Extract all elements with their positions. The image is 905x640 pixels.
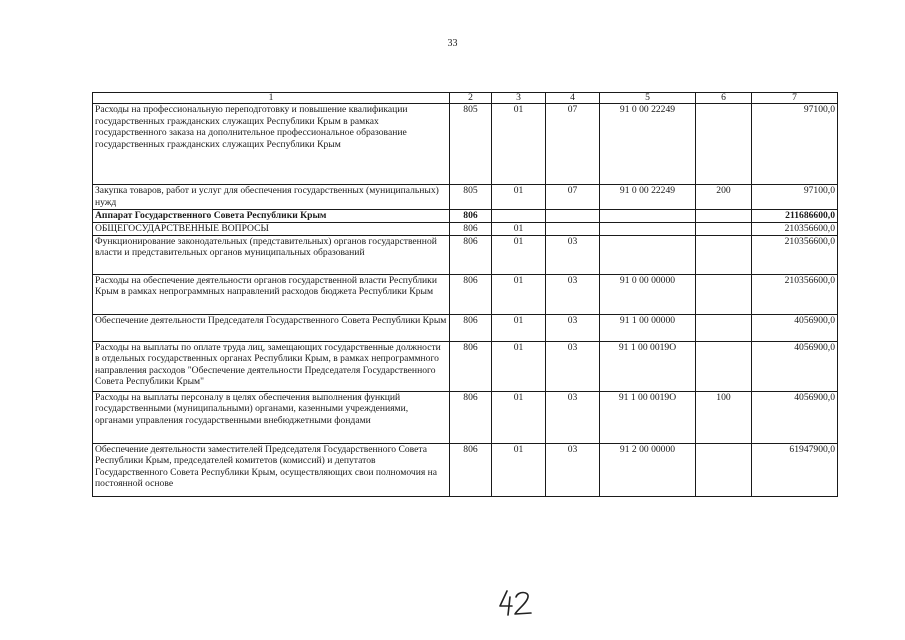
row-amount: 61947900,0 (752, 443, 838, 496)
row-name: Расходы на выплаты персоналу в целях обеспечения выполнения функций государственными (муниципальными) органами, казенными учреждениями, органами управления государственными внебюджетными фондами (93, 391, 450, 443)
row-subsection-code: 03 (546, 443, 600, 496)
row-name: Аппарат Государственного Совета Республики Крым (93, 210, 450, 223)
budget-table (92, 92, 838, 497)
row-name: Расходы на профессиональную переподготовку и повышение квалификации государственных гражданских служащих Республики Крым в рамках государственного заказа на дополнительное профессиональное образование государственных гражданских служащих Республики Крым (93, 104, 450, 185)
row-ministry-code: 805 (450, 104, 492, 185)
row-ministry-code: 806 (450, 222, 492, 235)
row-subsection-code (546, 210, 600, 223)
row-amount: 97100,0 (752, 104, 838, 185)
column-header-2: 2 (450, 93, 492, 104)
row-name: Обеспечение деятельности Председателя Государственного Совета Республики Крым (93, 314, 450, 341)
table-row (93, 185, 838, 210)
row-target-article: 91 0 00 22249 (600, 185, 696, 210)
row-target-article: 91 0 00 00000 (600, 274, 696, 314)
table-body (93, 104, 838, 497)
row-ministry-code: 806 (450, 391, 492, 443)
row-target-article: 91 1 00 00000 (600, 314, 696, 341)
row-section-code: 01 (492, 274, 546, 314)
row-name: Расходы на выплаты по оплате труда лиц, замещающих государственные должности в отдельных государственных органах Республики Крым, в рамках непрограммного направления расходов "Обеспечение деятельности Председателя Государственного Совета Республики Крым" (93, 341, 450, 391)
row-section-code: 01 (492, 185, 546, 210)
row-section-code: 01 (492, 104, 546, 185)
row-ministry-code: 805 (450, 185, 492, 210)
table-row (93, 391, 838, 443)
row-amount: 97100,0 (752, 185, 838, 210)
column-header-3: 3 (492, 93, 546, 104)
table-row (93, 314, 838, 341)
row-ministry-code: 806 (450, 210, 492, 223)
row-amount: 210356600,0 (752, 274, 838, 314)
row-section-code: 01 (492, 222, 546, 235)
row-subsection-code: 03 (546, 391, 600, 443)
table-row (93, 274, 838, 314)
row-amount: 4056900,0 (752, 314, 838, 341)
row-subsection-code: 07 (546, 185, 600, 210)
row-ministry-code: 806 (450, 443, 492, 496)
table-row (93, 222, 838, 235)
row-section-code: 01 (492, 314, 546, 341)
row-target-article (600, 235, 696, 274)
row-subsection-code: 03 (546, 341, 600, 391)
row-expense-type (696, 210, 752, 223)
row-target-article (600, 210, 696, 223)
row-expense-type: 100 (696, 391, 752, 443)
header-row (93, 93, 838, 104)
row-ministry-code: 806 (450, 274, 492, 314)
row-expense-type: 200 (696, 185, 752, 210)
row-expense-type (696, 274, 752, 314)
page-number: 33 (447, 38, 458, 49)
row-expense-type (696, 235, 752, 274)
row-expense-type (696, 104, 752, 185)
handwritten-page-mark (498, 588, 534, 618)
row-name: Расходы на обеспечение деятельности органов государственной власти Республики Крым в рамках непрограммных направлений расходов бюджета Республики Крым (93, 274, 450, 314)
row-expense-type (696, 341, 752, 391)
row-target-article: 91 1 00 0019О (600, 391, 696, 443)
row-name: ОБЩЕГОСУДАРСТВЕННЫЕ ВОПРОСЫ (93, 222, 450, 235)
row-name: Обеспечение деятельности заместителей Председателя Государственного Совета Республики Крым, председателей комитетов (комиссий) и депутатов Государственного Совета Республики Крым, осуществляющих свои полномочия на постоянной основе (93, 443, 450, 496)
row-expense-type (696, 222, 752, 235)
table-row (93, 443, 838, 496)
row-subsection-code: 03 (546, 274, 600, 314)
table-row (93, 210, 838, 223)
row-section-code: 01 (492, 443, 546, 496)
row-amount: 4056900,0 (752, 391, 838, 443)
row-expense-type (696, 314, 752, 341)
row-target-article: 91 1 00 0019О (600, 341, 696, 391)
row-target-article: 91 2 00 00000 (600, 443, 696, 496)
row-ministry-code: 806 (450, 314, 492, 341)
column-header-7: 7 (752, 93, 838, 104)
row-name: Функционирование законодательных (представительных) органов государственной власти и представительных органов муниципальных образований (93, 235, 450, 274)
row-target-article (600, 222, 696, 235)
row-subsection-code: 03 (546, 314, 600, 341)
row-section-code: 01 (492, 235, 546, 274)
table-row (93, 341, 838, 391)
row-section-code: 01 (492, 391, 546, 443)
row-ministry-code: 806 (450, 235, 492, 274)
row-amount: 210356600,0 (752, 222, 838, 235)
column-header-1: 1 (93, 93, 450, 104)
row-subsection-code: 07 (546, 104, 600, 185)
row-subsection-code: 03 (546, 235, 600, 274)
row-section-code: 01 (492, 341, 546, 391)
column-header-6: 6 (696, 93, 752, 104)
column-header-5: 5 (600, 93, 696, 104)
row-amount: 210356600,0 (752, 235, 838, 274)
table-row (93, 104, 838, 185)
row-ministry-code: 806 (450, 341, 492, 391)
row-target-article: 91 0 00 22249 (600, 104, 696, 185)
row-amount: 4056900,0 (752, 341, 838, 391)
row-expense-type (696, 443, 752, 496)
column-header-4: 4 (546, 93, 600, 104)
row-subsection-code (546, 222, 600, 235)
row-name: Закупка товаров, работ и услуг для обеспечения государственных (муниципальных) нужд (93, 185, 450, 210)
row-section-code (492, 210, 546, 223)
table-row (93, 235, 838, 274)
row-amount: 211686600,0 (752, 210, 838, 223)
